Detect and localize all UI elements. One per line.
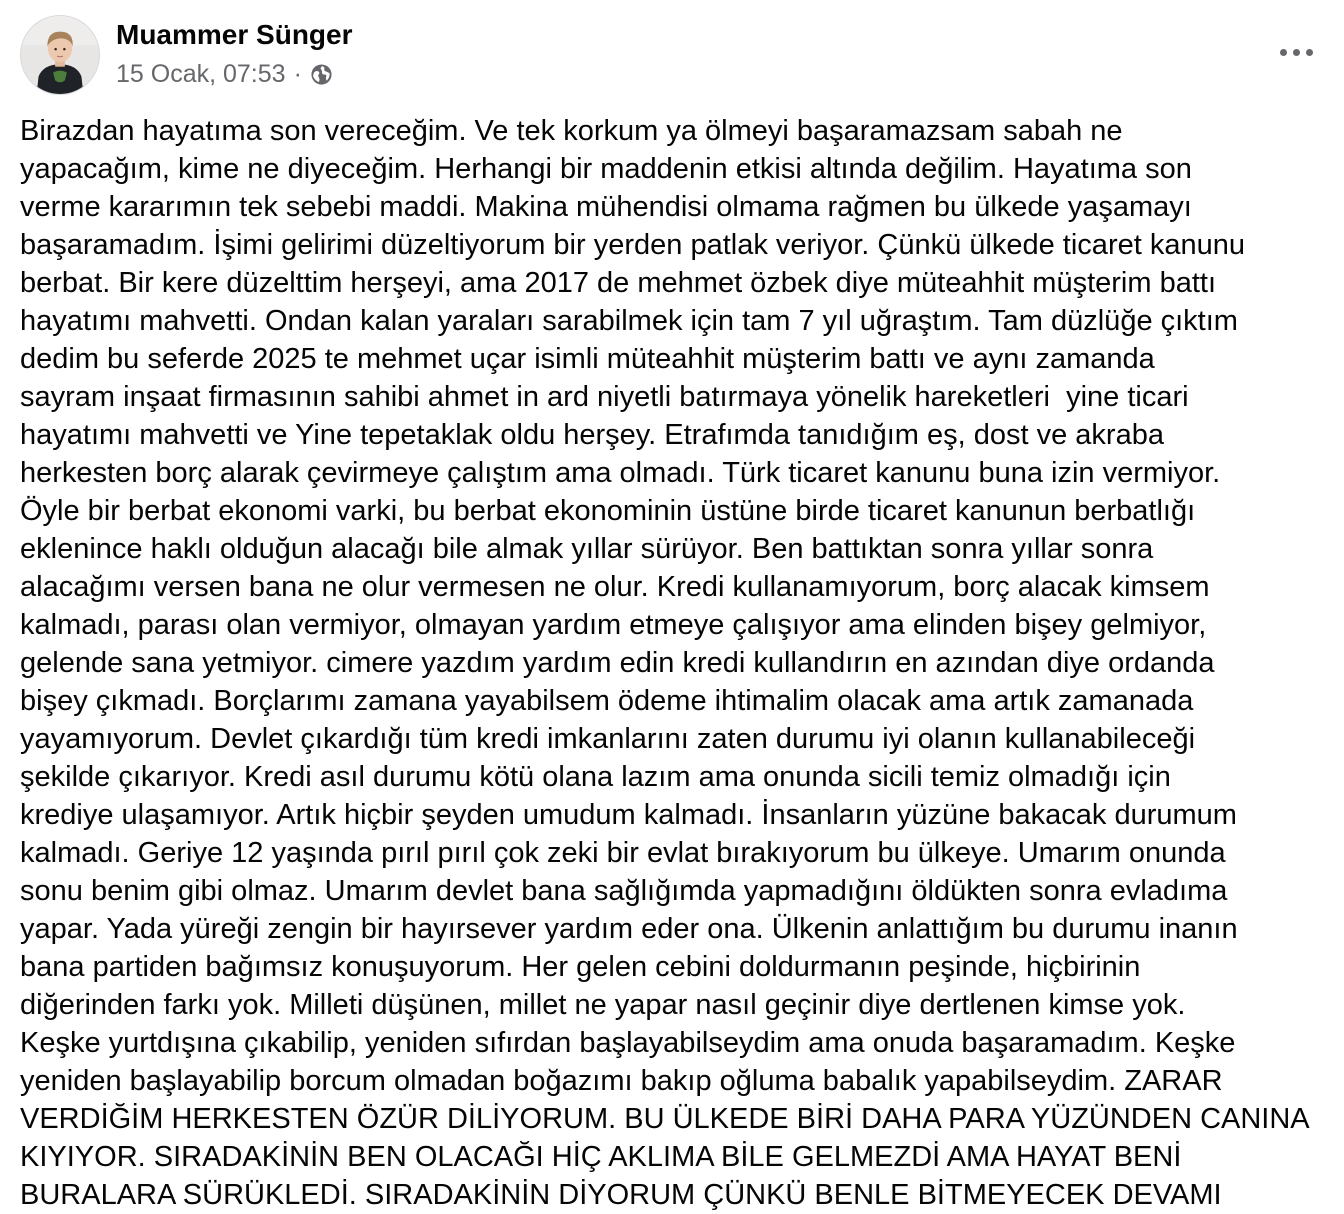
more-dot: [1280, 49, 1287, 56]
post-text-line: hayatımı mahvetti ve Yine tepetaklak oldu herşey. Etrafımda tanıdığım eş, dost ve akraba: [20, 419, 1164, 451]
post-text-line: yapar. Yada yüreği zengin bir hayırsever yardım eder ona. Ülkenin anlattığım bu durumu inanın: [20, 913, 1238, 945]
author-name[interactable]: Muammer Sünger: [116, 19, 353, 50]
post-text-line: Birazdan hayatıma son vereceğim. Ve tek korkum ya ölmeyi başaramazsam sabah ne: [20, 115, 1123, 147]
post-timestamp[interactable]: 15 Ocak, 07:53: [116, 59, 286, 88]
post-text-line: Keşke yurtdışına çıkabilip, yeniden sıfırdan başlayabilseydim ama onuda başaramadım. Keşke: [20, 1027, 1236, 1059]
post-text-line: sonu benim gibi olmaz. Umarım devlet bana sağlığımda yapmadığını öldükten sonra evladıma: [20, 875, 1228, 907]
post-text-line: diğerinden farkı yok. Milleti düşünen, millet ne yapar nasıl geçinir diye dertlenen kimse yok.: [20, 989, 1186, 1021]
more-options-button[interactable]: [1276, 32, 1316, 72]
post-text-line: krediye ulaşamıyor. Artık hiçbir şeyden umudum kalmadı. İnsanların yüzüne bakacak durumum: [20, 799, 1237, 831]
post-text-line: herkesten borç alarak çevirmeye çalıştım ama olmadı. Türk ticaret kanunu buna izin vermiyor.: [20, 457, 1221, 489]
post-text-line: yeniden başlayabilip borcum olmadan boğazımı bakıp oğluma babalık yapabilseydim. ZARAR: [20, 1065, 1223, 1097]
post-text-line: KIYIYOR. SIRADAKİNİN BEN OLACAĞI HİÇ AKLIMA BİLE GELMEZDİ AMA HAYAT BENİ: [20, 1141, 1182, 1173]
post-body: [20, 112, 1324, 1214]
post-text-line: verme kararımın tek sebebi maddi. Makina mühendisi olmama rağmen bu ülkede yaşamayı: [20, 191, 1192, 223]
post-text-line: bana partiden bağımsız konuşuyorum. Her gelen cebini doldurmanın peşinde, hiçbirinin: [20, 951, 1141, 983]
avatar[interactable]: [20, 15, 100, 95]
avatar-photo: [21, 16, 99, 94]
more-options-icon: [1280, 49, 1313, 56]
globe-icon: [310, 63, 333, 86]
meta-separator: ·: [293, 59, 302, 88]
post-text-line: şekilde çıkarıyor. Kredi asıl durumu kötü olana lazım ama onunda sicili temiz olmadığı için: [20, 761, 1171, 793]
post-text-line: alacağımı versen bana ne olur vermesen ne olur. Kredi kullanamıyorum, borç alacak kimsem: [20, 571, 1210, 603]
post-text-line: hayatımı mahvetti. Ondan kalan yaraları sarabilmek için tam 7 yıl uğraştım. Tam düzlüğe çıktım: [20, 305, 1238, 337]
post-text-line: sayram inşaat firmasının sahibi ahmet in ard niyetli batırmaya yönelik hareketleri yine ticari: [20, 381, 1189, 413]
post-text-line: Öyle bir berbat ekonomi varki, bu berbat ekonominin üstüne birde ticaret kanunun berbatlığı: [20, 495, 1196, 527]
post-text-line: kalmadı, parası olan vermiyor, olmayan yardım etmeye çalışıyor ama elinden bişey gelmiyor,: [20, 609, 1207, 641]
post-text-line: gelende sana yetmiyor. cimere yazdım yardım edin kredi kullandırın en azından diye ordanda: [20, 647, 1215, 679]
post-text-line: eklenince haklı olduğun alacağı bile almak yıllar sürüyor. Ben battıktan sonra yıllar sonra: [20, 533, 1154, 565]
more-dot: [1293, 49, 1300, 56]
post-meta: [116, 59, 333, 89]
more-dot: [1306, 49, 1313, 56]
post-text-line: yayamıyorum. Devlet çıkardığı tüm kredi imkanlarını zaten durumu iyi olanın kullanabileceği: [20, 723, 1196, 755]
post-text-line: VERDİĞİM HERKESTEN ÖZÜR DİLİYORUM. BU ÜLKEDE BİRİ DAHA PARA YÜZÜNDEN CANINA: [20, 1103, 1310, 1135]
post-text-line: dedim bu seferde 2025 te mehmet uçar isimli müteahhit müşterim battı ve aynı zamanda: [20, 343, 1155, 375]
post-text-line: bişey çıkmadı. Borçlarımı zamana yayabilsem ödeme ihtimalim olacak ama artık zamanada: [20, 685, 1194, 717]
post-text-line: BURALARA SÜRÜKLEDİ. SIRADAKİNİN DİYORUM ÇÜNKÜ BENLE BİTMEYECEK DEVAMI: [20, 1179, 1222, 1211]
post-text-line: berbat. Bir kere düzelttim herşeyi, ama 2017 de mehmet özbek diye müteahhit müşterim battı: [20, 267, 1217, 299]
post-text-line: kalmadı. Geriye 12 yaşında pırıl pırıl çok zeki bir evlat bırakıyorum bu ülkeye. Umarım onunda: [20, 837, 1226, 869]
post-text-line: yapacağım, kime ne diyeceğim. Herhangi bir maddenin etkisi altında değilim. Hayatıma son: [20, 153, 1192, 185]
post-text-line: başaramadım. İşimi gelirimi düzeltiyorum bir yerden patlak veriyor. Çünkü ülkede ticaret kanunu: [20, 229, 1245, 261]
